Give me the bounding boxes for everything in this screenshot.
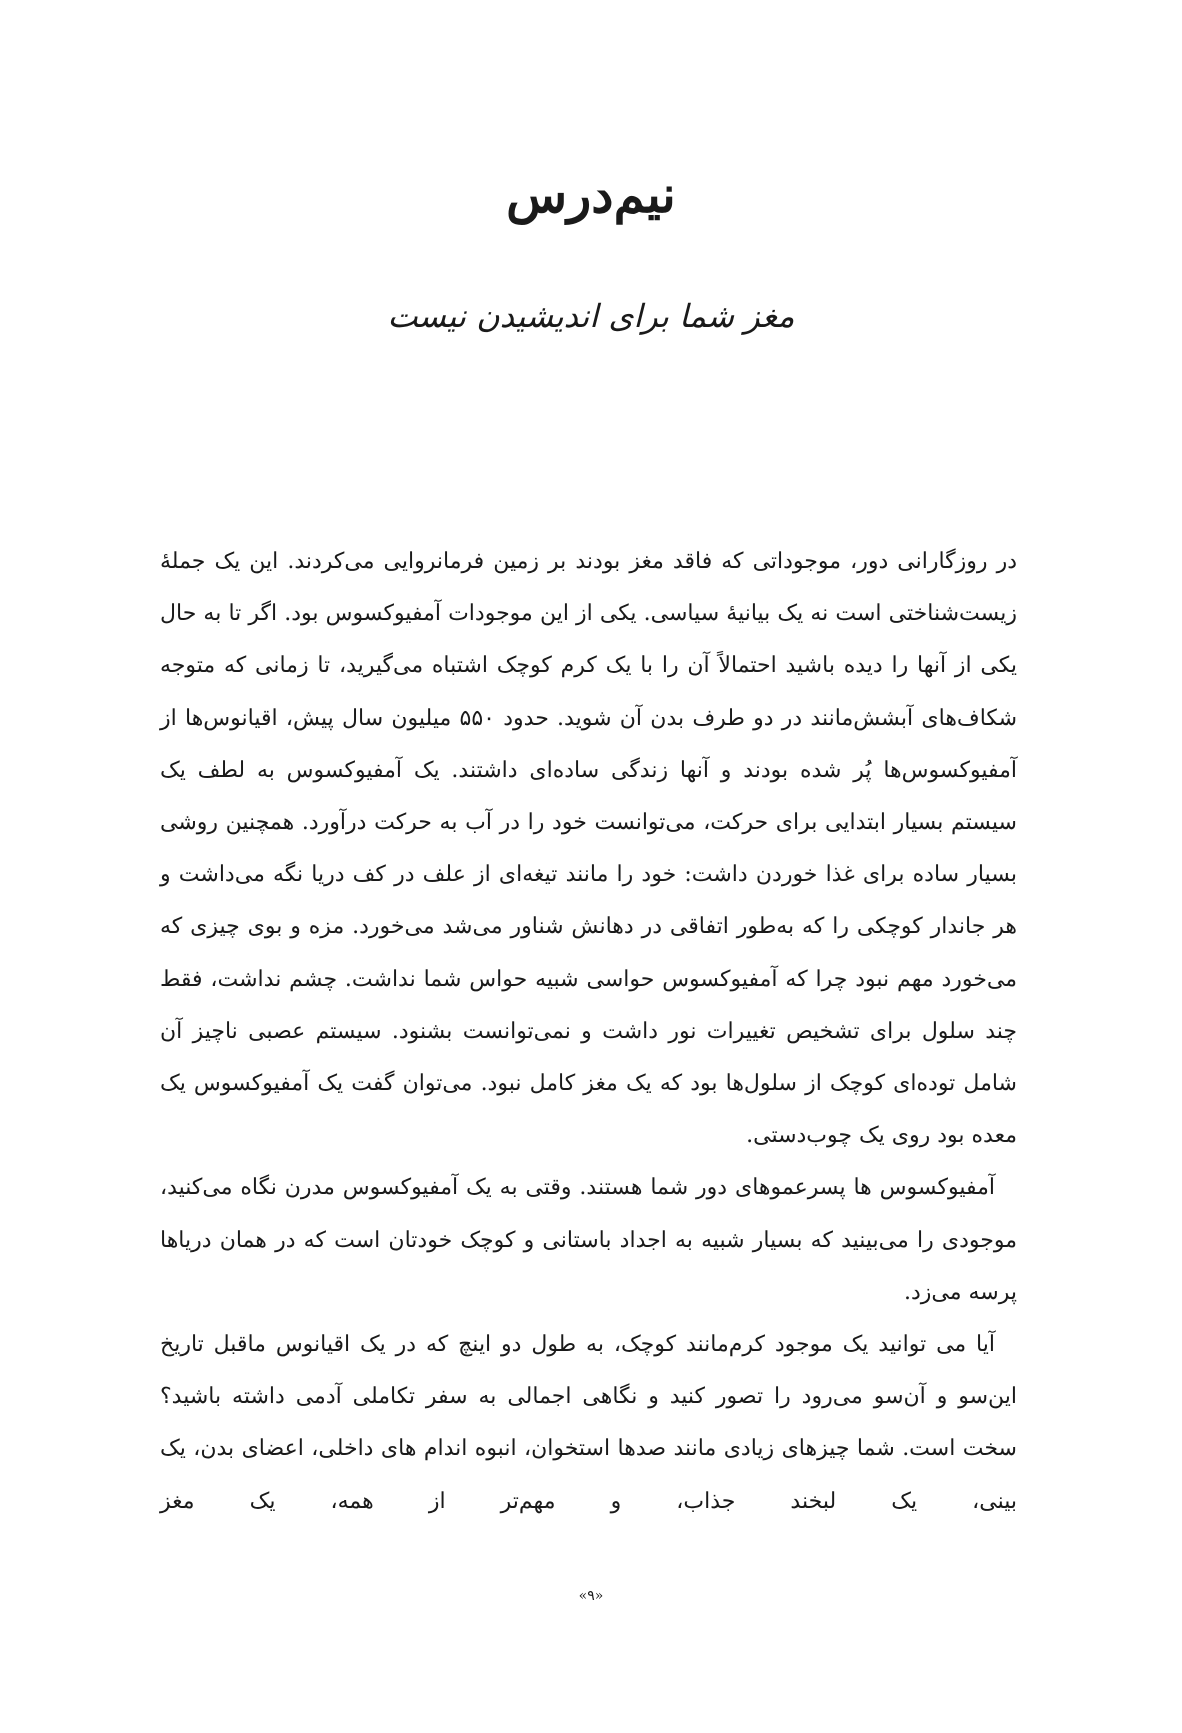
page-number: «۹» — [578, 1588, 604, 1604]
paragraph-3: آیا می توانید یک موجود کرم‌مانند کوچک، به طول دو اینچ که در یک اقیانوس ماقبل تاریخ این‌سو و آن‌سو می‌رود را تصور کنید و نگاهی اجمالی به سفر تکاملی آدمی داشته باشید؟ سخت است. شما چیزهای زیادی مانند صدها استخوان، انبوه اندام های داخلی، اعضای بدن، یک بینی، یک لبخند جذاب، و مهم‌تر از همه، یک مغز — [160, 1332, 1017, 1514]
paragraph-1: در روزگارانی دور، موجوداتی که فاقد مغز بودند بر زمین فرمانروایی می‌کردند. این یک جملهٔ زیست‌شناختی است نه یک بیانیهٔ سیاسی. یکی از این موجودات آمفیوکسوس بود. اگر تا به حال یکی از آنها را دیده باشید احتمالاً آن را با یک کرم کوچک اشتباه می‌گیرید، تا زمانی که متوجه شکاف‌های آبشش‌مانند در دو طرف بدن آن شوید. حدود ۵۵۰ میلیون سال پیش، اقیانوس‌ها از آمفیوکسوس‌ها پُر شده بودند و آنها زندگی ساده‌ای داشتند. یک آمفیوکسوس به لطف یک سیستم بسیار ابتدایی برای حرکت، می‌توانست خود را در آب به حرکت درآورد. همچنین روشی بسیار ساده برای غذا خوردن داشت: خود را مانند تیغه‌ای از علف در کف دریا نگه می‌داشت و هر جاندار کوچکی را که به‌طور اتفاقی در دهانش شناور می‌شد می‌خورد. مزه و بوی چیزی که می‌خورد مهم نبود چرا که آمفیوکسوس حواسی شبیه حواس شما نداشت. چشم نداشت، فقط چند سلول برای تشخیص تغییرات نور داشت و نمی‌توانست بشنود. سیستم عصبی ناچیز آن شامل توده‌ای کوچک از سلول‌ها بود که یک مغز کامل نبود. می‌توان گفت یک آمفیوکسوس یک معده بود روی یک چوب‌دستی. — [160, 549, 1018, 1149]
body-text — [160, 536, 1017, 1528]
chapter-title: نیم‌درس — [506, 165, 676, 224]
paragraph-2: آمفیوکسوس ها پسرعموهای دور شما هستند. وقتی به یک آمفیوکسوس مدرن نگاه می‌کنید، موجودی را می‌بینید که بسیار شبیه به اجداد باستانی و کوچک خودتان است که در همان دریاها پرسه می‌زد. — [160, 1175, 1017, 1305]
chapter-subtitle: مغز شما برای اندیشیدن نیست — [387, 297, 795, 335]
